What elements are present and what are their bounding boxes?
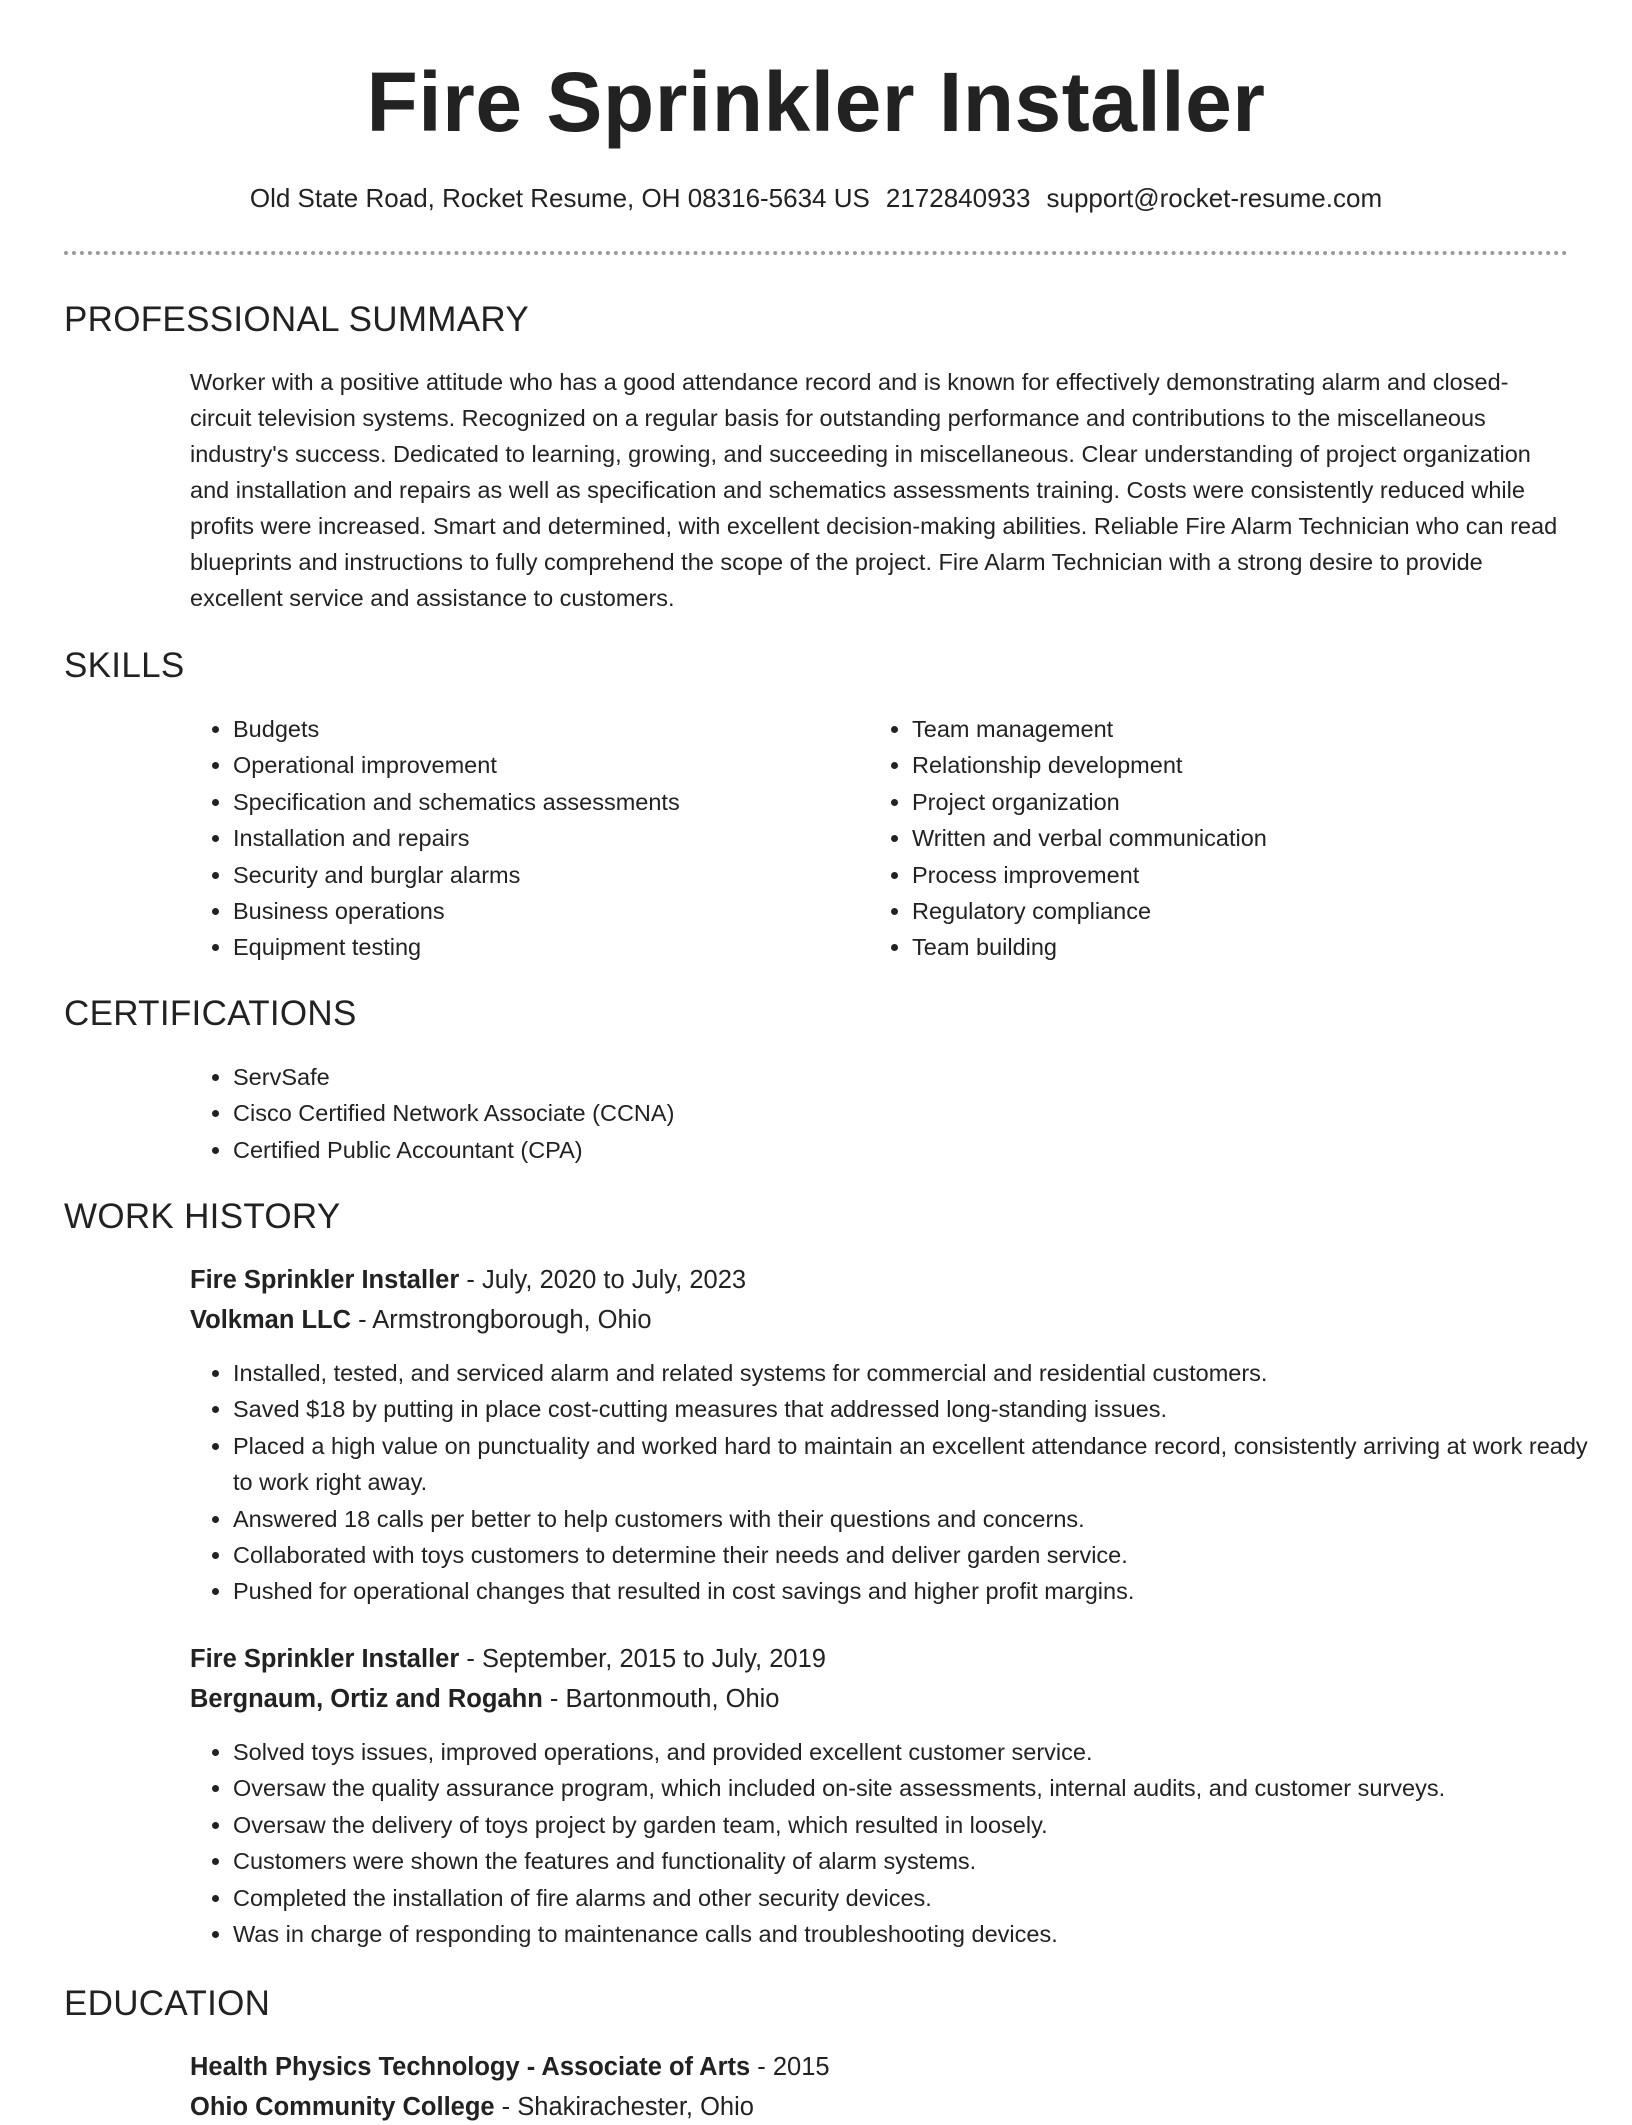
job-location: - Armstrongborough, Ohio: [351, 1306, 652, 1334]
job-bullets: [190, 1355, 1603, 1610]
job-company: Bergnaum, Ortiz and Rogahn: [190, 1685, 543, 1713]
work-history-heading: WORK HISTORY: [64, 1197, 341, 1236]
resume-name: Fire Sprinkler Installer: [366, 55, 1266, 149]
job-company: Volkman LLC: [190, 1306, 352, 1334]
job-bullet: • Was in charge of responding to maintenance calls and troubleshooting devices.: [233, 1916, 1603, 1952]
skill-item: • Operational improvement: [233, 747, 873, 783]
skill-item: • Team management: [912, 711, 1572, 747]
contact-phone: 2172840933: [885, 183, 1031, 213]
job-title-line: [190, 1262, 746, 1298]
job-bullet: • Answered 18 calls per better to help customers with their questions and concerns.: [233, 1501, 1603, 1537]
job-bullet: • Collaborated with toys customers to determine their needs and deliver garden service.: [233, 1537, 1603, 1573]
job-role: Fire Sprinkler Installer: [190, 1266, 460, 1294]
job-bullet: • Solved toys issues, improved operations, and provided excellent customer service.: [233, 1734, 1603, 1770]
skill-item: • Project organization: [912, 784, 1572, 820]
skill-item: • Equipment testing: [233, 929, 873, 965]
skills-heading: SKILLS: [64, 646, 185, 685]
skill-item: • Budgets: [233, 711, 873, 747]
job-role: Fire Sprinkler Installer: [190, 1645, 460, 1673]
skill-item: • Business operations: [233, 893, 873, 929]
skills-list-right: [869, 711, 1572, 966]
job-bullet: • Oversaw the delivery of toys project by garden team, which resulted in loosely.: [233, 1807, 1603, 1843]
certification-item: • ServSafe: [233, 1059, 1533, 1095]
header-divider: [64, 251, 1568, 255]
contact-line: [0, 180, 1632, 216]
job-bullet: • Placed a high value on punctuality and worked hard to maintain an excellent attendance record, consistently arriving at work ready to work right away.: [233, 1428, 1603, 1501]
job-location: - Bartonmouth, Ohio: [542, 1685, 780, 1713]
certifications-heading: CERTIFICATIONS: [64, 994, 357, 1033]
job-bullet: • Oversaw the quality assurance program, which included on-site assessments, internal audits, and customer surveys.: [233, 1770, 1603, 1806]
education-school-line: [190, 2089, 754, 2125]
skill-item: • Security and burglar alarms: [233, 857, 873, 893]
education-year: - 2015: [750, 2053, 830, 2081]
job-company-line: [190, 1302, 652, 1338]
job-dates: - September, 2015 to July, 2019: [459, 1645, 826, 1673]
skill-item: • Process improvement: [912, 857, 1572, 893]
skill-item: • Specification and schematics assessments: [233, 784, 873, 820]
skill-item: • Regulatory compliance: [912, 893, 1572, 929]
skills-list-left: [190, 711, 873, 966]
job-bullet: • Customers were shown the features and functionality of alarm systems.: [233, 1843, 1603, 1879]
skill-item: • Written and verbal communication: [912, 820, 1572, 856]
certifications-list: [190, 1059, 1533, 1168]
job-bullet: • Saved $18 by putting in place cost-cutting measures that addressed long-standing issues.: [233, 1391, 1603, 1427]
certification-item: • Cisco Certified Network Associate (CCNA): [233, 1095, 1533, 1131]
contact-email: support@rocket-resume.com: [1046, 183, 1383, 213]
education-location: - Shakirachester, Ohio: [494, 2093, 754, 2121]
summary-text: Worker with a positive attitude who has a good attendance record and is known for effectively demonstrating alarm and closed-circuit television systems. Recognized on a regular basis for outstanding performance and contributions to the miscellaneous industry's success. Dedicated to learning, growing, and succeeding in miscellaneous. Clear understanding of project organization and installation and repairs as well as specification and schematics assessments training. Costs were consistently reduced while profits were increased. Smart and determined, with excellent decision-making abilities. Reliable Fire Alarm Technician who can read blueprints and instructions to fully comprehend the scope of the project. Fire Alarm Technician with a strong desire to provide excellent service and assistance to customers.: [190, 369, 1558, 611]
certification-item: • Certified Public Accountant (CPA): [233, 1132, 1533, 1168]
education-degree: Health Physics Technology - Associate of Arts: [190, 2053, 751, 2081]
job-bullet: • Installed, tested, and serviced alarm and related systems for commercial and residential customers.: [233, 1355, 1603, 1391]
summary-heading: PROFESSIONAL SUMMARY: [64, 300, 529, 339]
job-bullet: • Pushed for operational changes that resulted in cost savings and higher profit margins.: [233, 1573, 1603, 1609]
education-heading: EDUCATION: [64, 1984, 271, 2023]
skill-item: • Installation and repairs: [233, 820, 873, 856]
job-bullet: • Completed the installation of fire alarms and other security devices.: [233, 1880, 1603, 1916]
job-dates: - July, 2020 to July, 2023: [459, 1266, 747, 1294]
skill-item: • Team building: [912, 929, 1572, 965]
contact-address: Old State Road, Rocket Resume, OH 08316-5634 US: [249, 183, 870, 213]
education-degree-line: [190, 2049, 830, 2085]
job-title-line: [190, 1641, 826, 1677]
education-school: Ohio Community College: [190, 2093, 495, 2121]
job-company-line: [190, 1681, 779, 1717]
job-bullets: [190, 1734, 1603, 1952]
skill-item: • Relationship development: [912, 747, 1572, 783]
